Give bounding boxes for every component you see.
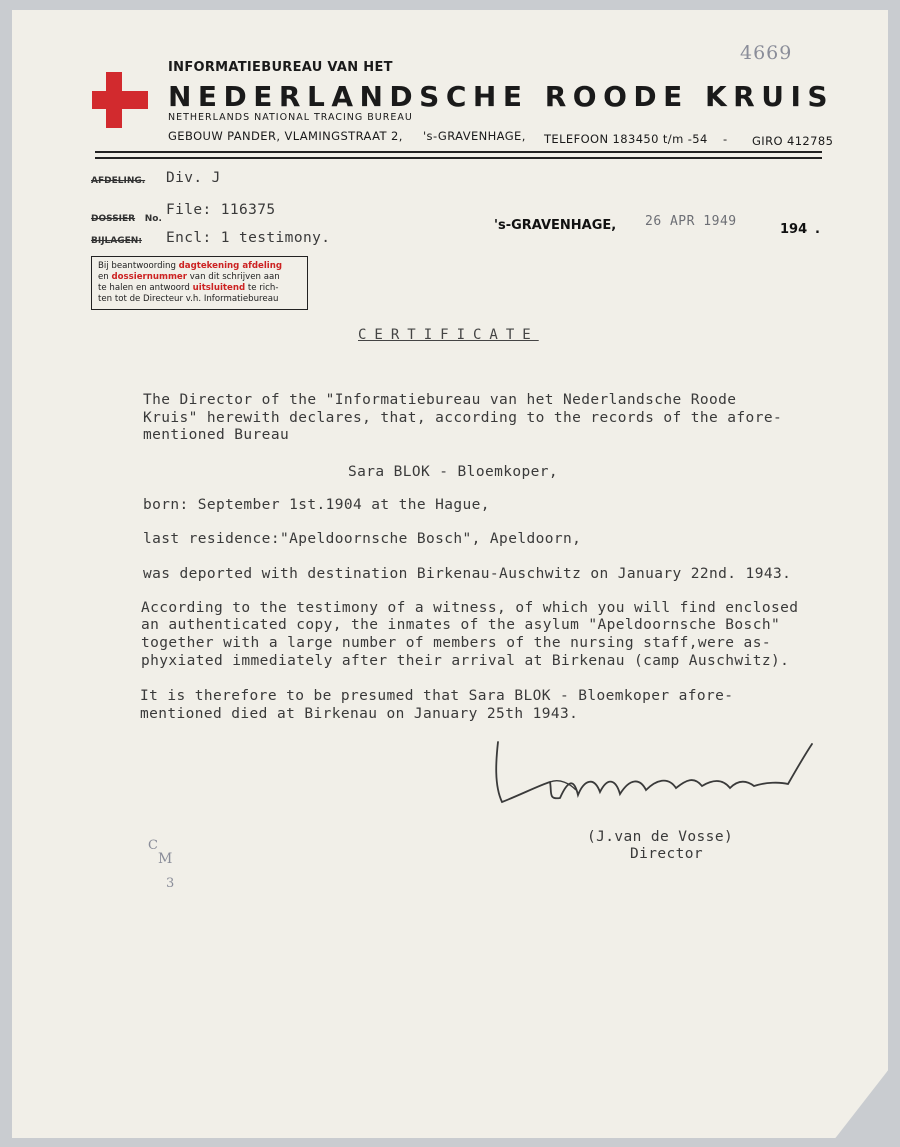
signatory-title: Director	[630, 846, 704, 862]
dossier-suffix: No.	[144, 214, 162, 224]
last-residence: last residence:"Apeldoornsche Bosch", Apeldoorn,	[143, 531, 582, 547]
afdeling-label: AFDELING.	[91, 176, 146, 186]
testimony-line-2: an authenticated copy, the inmates of the asylum "Apeldoornsche Bosch"	[141, 617, 781, 633]
margin-note-line-1: C	[148, 838, 158, 853]
letterhead-org-name: NEDERLANDSCHE ROODE KRUIS	[168, 80, 835, 113]
margin-note-line-3: 3	[166, 876, 175, 891]
testimony-line-3: together with a large number of members of the nursing staff,were as-	[141, 635, 771, 651]
certificate-title: CERTIFICATE	[358, 327, 539, 343]
margin-note-line-2: M	[158, 851, 173, 867]
bijlagen-value: Encl: 1 testimony.	[166, 230, 331, 246]
letterhead-phone: TELEFOON 183450 t/m -54	[544, 132, 708, 146]
dossier-value: File: 116375	[166, 202, 276, 218]
testimony-line-4: phyxiated immediately after their arrival at Birkenau (camp Auschwitz).	[141, 653, 790, 669]
header-rule-top	[95, 151, 822, 153]
archive-number: 4669	[740, 42, 793, 64]
year-prefix: 194	[780, 222, 808, 237]
date-stamp: 26 APR 1949	[645, 214, 737, 229]
afdeling-value: Div. J	[166, 170, 221, 186]
deportation-details: was deported with destination Birkenau-Auschwitz on January 22nd. 1943.	[143, 566, 792, 582]
letterhead-giro: GIRO 412785	[752, 134, 834, 148]
letterhead-dash: -	[723, 132, 728, 146]
year-dot: .	[815, 222, 820, 237]
letterhead-english-name: NETHERLANDS NATIONAL TRACING BUREAU	[168, 112, 413, 123]
director-signature-icon	[490, 740, 830, 820]
reply-instructions-box: Bij beantwoording dagtekening afdeling en dossiernummer van dit schrijven aan te halen en antwoord uitsluitend te rich- ten tot de Directeur v.h. Informatiebureau	[91, 256, 308, 310]
letterhead-city: 's-GRAVENHAGE,	[423, 129, 526, 143]
signatory-name: (J.van de Vosse)	[587, 829, 734, 845]
letterhead-line1: INFORMATIEBUREAU VAN HET	[168, 60, 393, 75]
bijlagen-label: BIJLAGEN:	[91, 236, 142, 246]
dossier-label-group	[91, 206, 162, 225]
dossier-label: DOSSIER	[91, 214, 136, 224]
intro-line-3: mentioned Bureau	[143, 427, 290, 443]
letterhead-address: GEBOUW PANDER, VLAMINGSTRAAT 2,	[168, 129, 403, 143]
intro-line-1: The Director of the "Informatiebureau van het Nederlandsche Roode	[143, 392, 737, 408]
place-city: 's-GRAVENHAGE,	[494, 218, 617, 233]
subject-name: Sara BLOK - Bloemkoper,	[348, 464, 558, 480]
conclusion-line-1: It is therefore to be presumed that Sara BLOK - Bloemkoper afore-	[140, 688, 734, 704]
conclusion-line-2: mentioned died at Birkenau on January 25th 1943.	[140, 706, 579, 722]
intro-line-2: Kruis" herewith declares, that, according to the records of the afore-	[143, 410, 783, 426]
birth-details: born: September 1st.1904 at the Hague,	[143, 497, 490, 513]
testimony-line-1: According to the testimony of a witness, of which you will find enclosed	[141, 600, 799, 616]
header-rule-bottom	[95, 157, 822, 159]
